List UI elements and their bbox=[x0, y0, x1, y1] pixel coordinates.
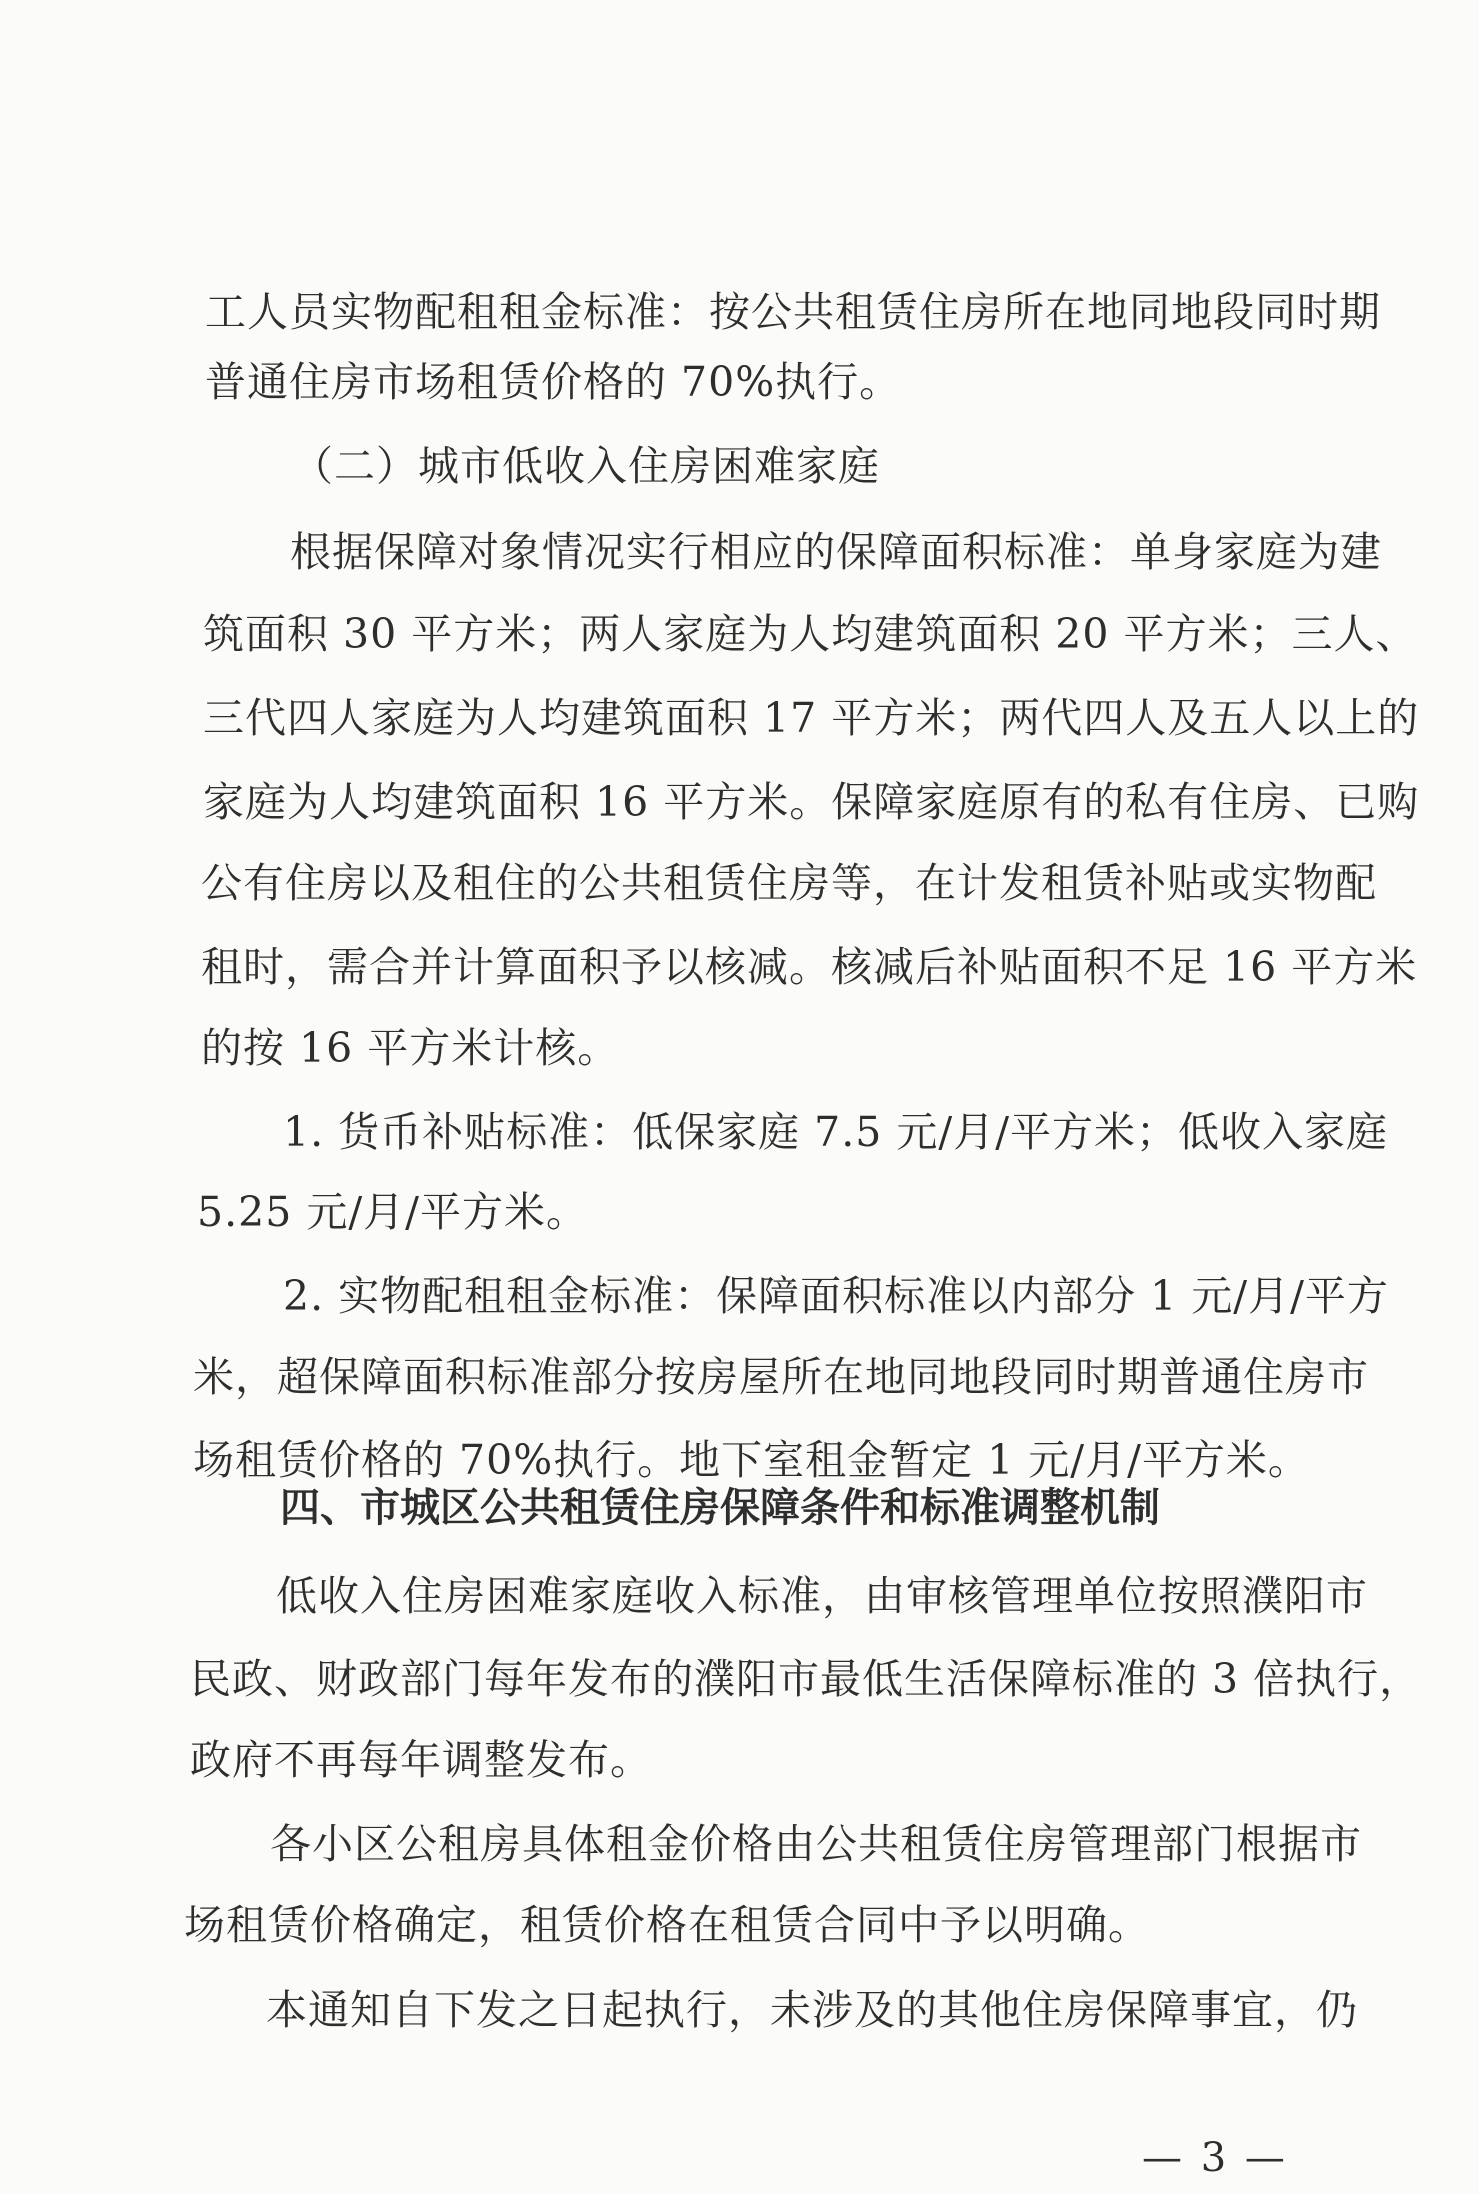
subheading-urban-low-income: （二）城市低收入住房困难家庭 bbox=[292, 442, 880, 490]
body-line-20: 各小区公租房具体租金价格由公共租赁住房管理部门根据市 bbox=[270, 1820, 1362, 1868]
body-line-7: 家庭为人均建筑面积 16 平方米。保障家庭原有的私有住房、已购 bbox=[203, 778, 1420, 826]
body-line-8: 公有住房以及租住的公共租赁住房等，在计发租赁补贴或实物配 bbox=[201, 859, 1377, 907]
body-line-19: 政府不再每年调整发布。 bbox=[190, 1736, 652, 1784]
body-line-1: 工人员实物配租租金标准：按公共租赁住房所在地同地段同时期 bbox=[205, 288, 1381, 336]
page-number: — 3 — bbox=[1142, 2135, 1288, 2181]
item-1-monetary-subsidy: 1. 货币补贴标准：低保家庭 7.5 元/月/平方米；低收入家庭 bbox=[283, 1108, 1389, 1156]
item-2-rent-standard: 2. 实物配租租金标准：保障面积标准以内部分 1 元/月/平方 bbox=[283, 1272, 1389, 1320]
body-line-22: 本通知自下发之日起执行，未涉及的其他住房保障事宜，仍 bbox=[266, 1986, 1358, 2034]
body-line-5: 筑面积 30 平方米；两人家庭为人均建筑面积 20 平方米；三人、 bbox=[203, 610, 1418, 658]
body-line-21: 场租赁价格确定，租赁价格在租赁合同中予以明确。 bbox=[184, 1901, 1150, 1949]
body-line-2: 普通住房市场租赁价格的 70%执行。 bbox=[205, 358, 902, 406]
item-1-continued: 5.25 元/月/平方米。 bbox=[197, 1188, 588, 1236]
body-line-9: 租时，需合并计算面积予以核减。核减后补贴面积不足 16 平方米 bbox=[201, 943, 1418, 991]
item-2-line-3: 场租赁价格的 70%执行。地下室租金暂定 1 元/月/平方米。 bbox=[193, 1436, 1310, 1484]
item-2-line-2: 米，超保障面积标准部分按房屋所在地同地段同时期普通住房市 bbox=[193, 1353, 1369, 1401]
body-line-10: 的按 16 平方米计核。 bbox=[201, 1024, 620, 1072]
body-line-6: 三代四人家庭为人均建筑面积 17 平方米；两代四人及五人以上的 bbox=[203, 694, 1420, 742]
body-line-18: 民政、财政部门每年发布的濮阳市最低生活保障标准的 3 倍执行， bbox=[190, 1655, 1422, 1703]
body-line-17: 低收入住房困难家庭收入标准，由审核管理单位按照濮阳市 bbox=[276, 1572, 1368, 1620]
section-4-heading: 四、市城区公共租赁住房保障条件和标准调整机制 bbox=[280, 1485, 1160, 1531]
body-line-4: 根据保障对象情况实行相应的保障面积标准：单身家庭为建 bbox=[290, 528, 1382, 576]
